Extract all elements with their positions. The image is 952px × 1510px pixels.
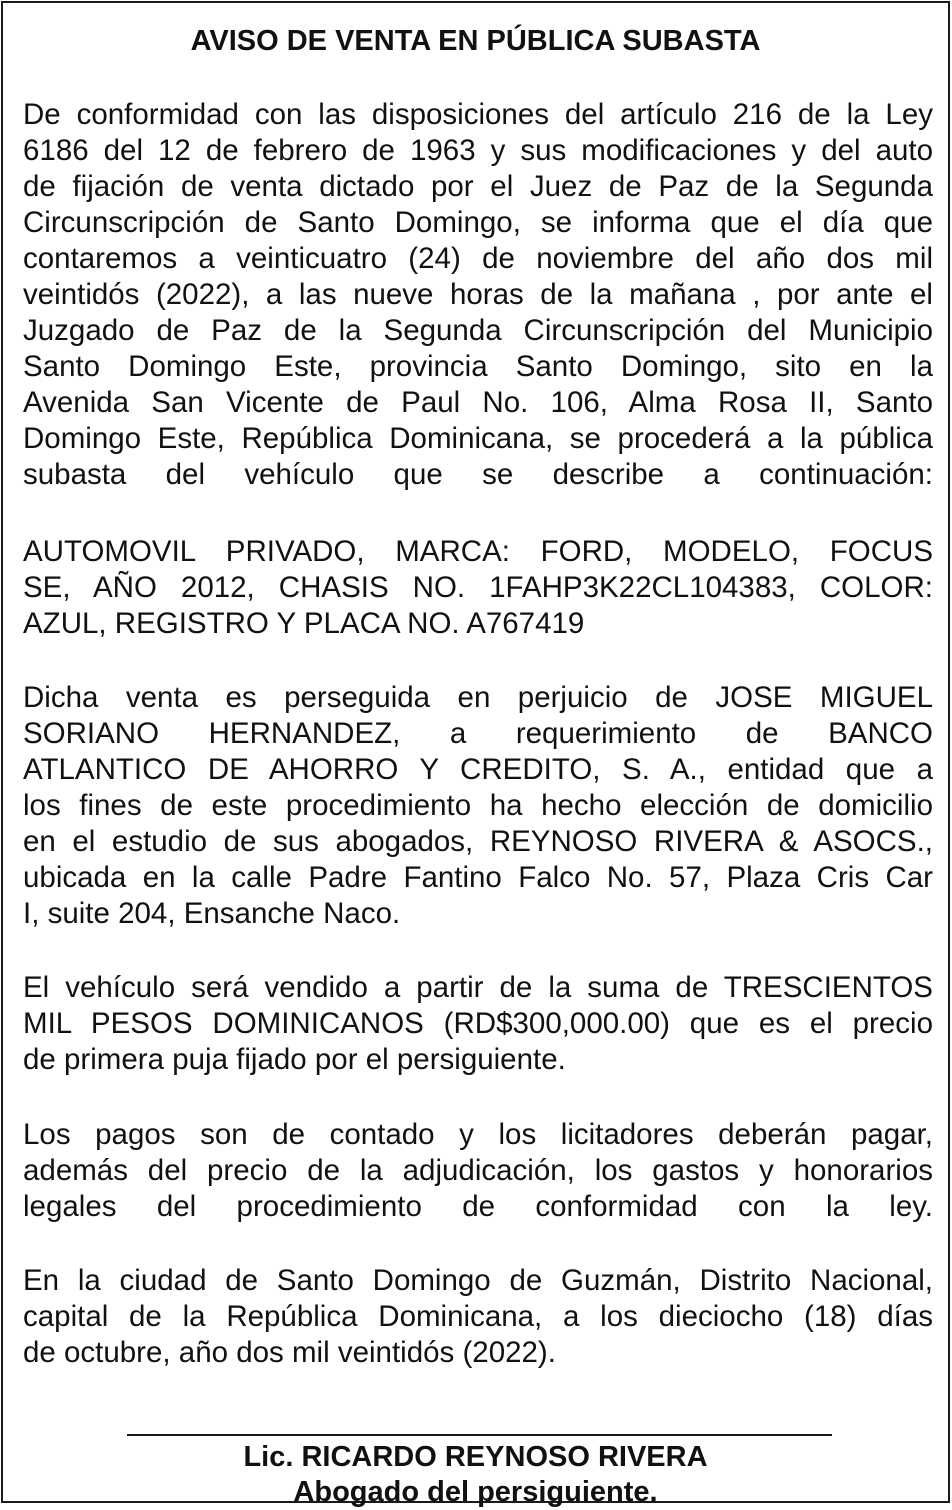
paragraph-2-line-1: AUTOMOVIL PRIVADO, MARCA: FORD, MODELO, FOCUS	[23, 535, 933, 568]
paragraph-4-line-1: El vehículo será vendido a partir de la suma de TRESCIENTOS	[23, 971, 933, 1004]
paragraph-4-line-2: MIL PESOS DOMINICANOS (RD$300,000.00) que es el precio	[23, 1007, 933, 1040]
paragraph-4-line-3: de primera puja fijado por el persiguiente.	[23, 1043, 566, 1076]
paragraph-5-line-1: Los pagos son de contado y los licitadores deberán pagar,	[23, 1118, 933, 1151]
paragraph-1-line-1: De conformidad con las disposiciones del artículo 216 de la Ley	[23, 98, 933, 131]
legal-notice	[1, 1, 950, 1508]
paragraph-1-line-9: Avenida San Vicente de Paul No. 106, Alma Rosa II, Santo	[23, 386, 933, 419]
paragraph-3-line-4: los fines de este procedimiento ha hecho elección de domicilio	[23, 789, 933, 822]
paragraph-3-line-7: I, suite 204, Ensanche Naco.	[23, 897, 401, 930]
notice-title: AVISO DE VENTA EN PÚBLICA SUBASTA	[190, 25, 761, 57]
paragraph-3-line-6: ubicada en la calle Padre Fantino Falco No. 57, Plaza Cris Car	[23, 861, 933, 894]
paragraph-6-line-1: En la ciudad de Santo Domingo de Guzmán, Distrito Nacional,	[23, 1264, 933, 1297]
signatory-name: Lic. RICARDO REYNOSO RIVERA	[243, 1441, 708, 1473]
paragraph-3-line-1: Dicha venta es perseguida en perjuicio de JOSE MIGUEL	[23, 681, 933, 714]
paragraph-1-line-8: Santo Domingo Este, provincia Santo Domingo, sito en la	[23, 350, 933, 383]
paragraph-5-line-3: legales del procedimiento de conformidad con la ley.	[23, 1190, 933, 1223]
paragraph-6-line-3: de octubre, año dos mil veintidós (2022).	[23, 1336, 556, 1369]
paragraph-1-line-3: de fijación de venta dictado por el Juez de Paz de la Segunda	[23, 170, 933, 203]
paragraph-1-line-5: contaremos a veinticuatro (24) de noviembre del año dos mil	[23, 242, 933, 275]
paragraph-6-line-2: capital de la República Dominicana, a los dieciocho (18) días	[23, 1300, 933, 1333]
paragraph-1-line-2: 6186 del 12 de febrero de 1963 y sus modificaciones y del auto	[23, 134, 933, 167]
signatory-role: Abogado del persiguiente.	[293, 1476, 658, 1508]
paragraph-2-line-2: SE, AÑO 2012, CHASIS NO. 1FAHP3K22CL104383, COLOR:	[23, 571, 933, 604]
paragraph-3-line-5: en el estudio de sus abogados, REYNOSO RIVERA & ASOCS.,	[23, 825, 933, 858]
paragraph-1-line-11: subasta del vehículo que se describe a continuación:	[23, 458, 933, 491]
paragraph-3-line-3: ATLANTICO DE AHORRO Y CREDITO, S. A., entidad que a	[23, 753, 933, 786]
paragraph-1-line-6: veintidós (2022), a las nueve horas de la mañana , por ante el	[23, 278, 933, 311]
signature-line	[127, 1434, 832, 1436]
paragraph-3-line-2: SORIANO HERNANDEZ, a requerimiento de BANCO	[23, 717, 933, 750]
paragraph-1-line-10: Domingo Este, República Dominicana, se procederá a la pública	[23, 422, 933, 455]
paragraph-2-line-3: AZUL, REGISTRO Y PLACA NO. A767419	[23, 607, 585, 640]
paragraph-5-line-2: además del precio de la adjudicación, los gastos y honorarios	[23, 1154, 933, 1187]
paragraph-1-line-4: Circunscripción de Santo Domingo, se informa que el día que	[23, 206, 933, 239]
paragraph-1-line-7: Juzgado de Paz de la Segunda Circunscripción del Municipio	[23, 314, 933, 347]
